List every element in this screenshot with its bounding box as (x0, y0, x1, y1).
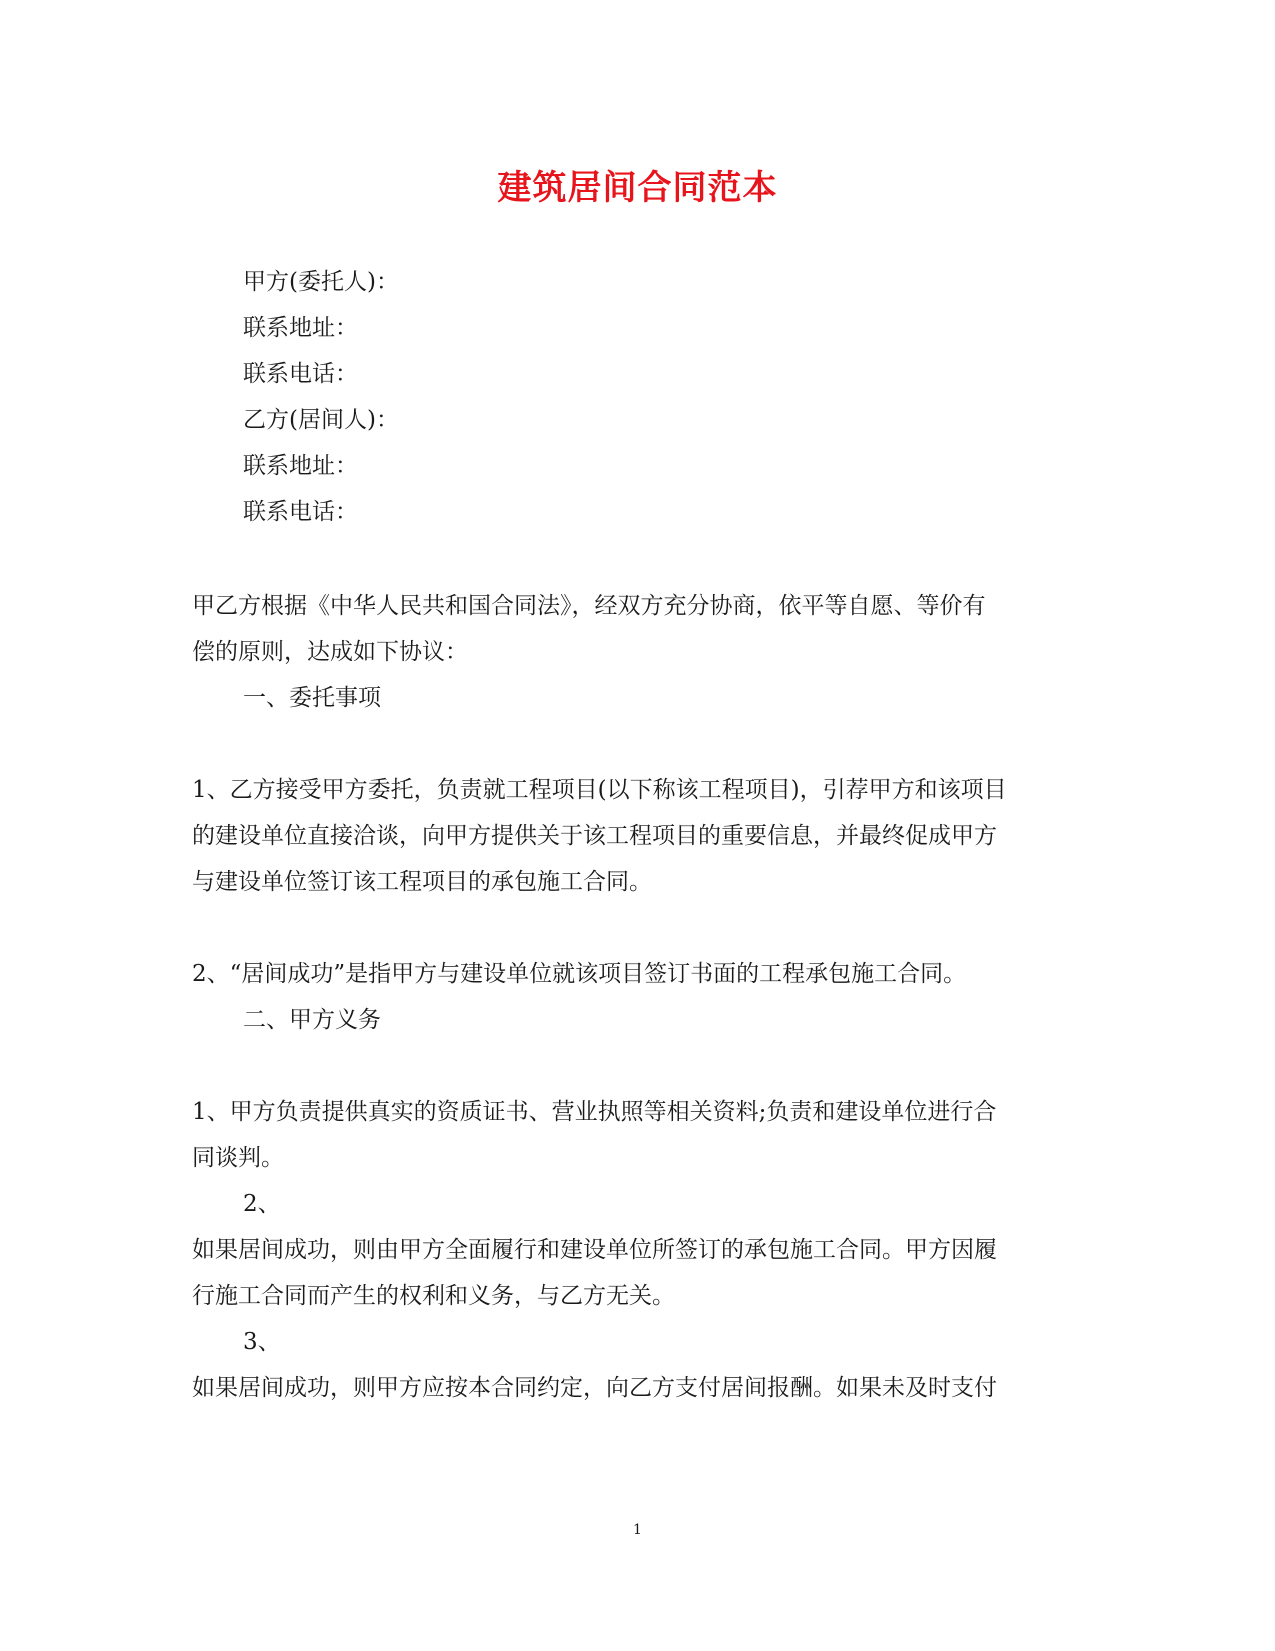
s2-item2-line-2: 行施工合同而产生的权利和义务，与乙方无关。 (192, 1283, 675, 1309)
s2-item2-number: 2、 (243, 1191, 281, 1217)
section-heading-1: 一、委托事项 (243, 685, 381, 711)
s2-item2-line-1: 如果居间成功，则由甲方全面履行和建设单位所签订的承包施工合同。甲方因履 (192, 1237, 997, 1263)
s2-item3-line-1: 如果居间成功，则甲方应按本合同约定，向乙方支付居间报酬。如果未及时支付 (192, 1375, 997, 1401)
party-a-label: 甲方(委托人)： (243, 269, 399, 295)
party-b-label: 乙方(居间人)： (243, 407, 399, 433)
party-a-address-label: 联系地址： (243, 315, 358, 341)
section-heading-2: 二、甲方义务 (243, 1007, 381, 1033)
s1-item1-line-2: 的建设单位直接洽谈，向甲方提供关于该工程项目的重要信息，并最终促成甲方 (192, 823, 997, 849)
party-b-phone-label: 联系电话： (243, 499, 358, 525)
document-title: 建筑居间合同范本 (497, 168, 778, 208)
party-b-address-label: 联系地址： (243, 453, 358, 479)
intro-line-2: 偿的原则，达成如下协议： (192, 639, 468, 665)
s2-item1-line-1: 1、甲方负责提供真实的资质证书、营业执照等相关资料;负责和建设单位进行合 (192, 1099, 997, 1125)
intro-line-1: 甲乙方根据《中华人民共和国合同法》，经双方充分协商，依平等自愿、等价有 (192, 593, 986, 619)
s1-item1-line-3: 与建设单位签订该工程项目的承包施工合同。 (192, 869, 652, 895)
party-a-phone-label: 联系电话： (243, 361, 358, 387)
s1-item1-line-1: 1、乙方接受甲方委托，负责就工程项目(以下称该工程项目)，引荐甲方和该项目 (192, 777, 1007, 803)
s2-item3-number: 3、 (243, 1329, 281, 1355)
s1-item2-line-1: 2、“居间成功”是指甲方与建设单位就该项目签订书面的工程承包施工合同。 (192, 961, 967, 987)
page-number: 1 (633, 1522, 642, 1538)
s2-item1-line-2: 同谈判。 (192, 1145, 284, 1171)
